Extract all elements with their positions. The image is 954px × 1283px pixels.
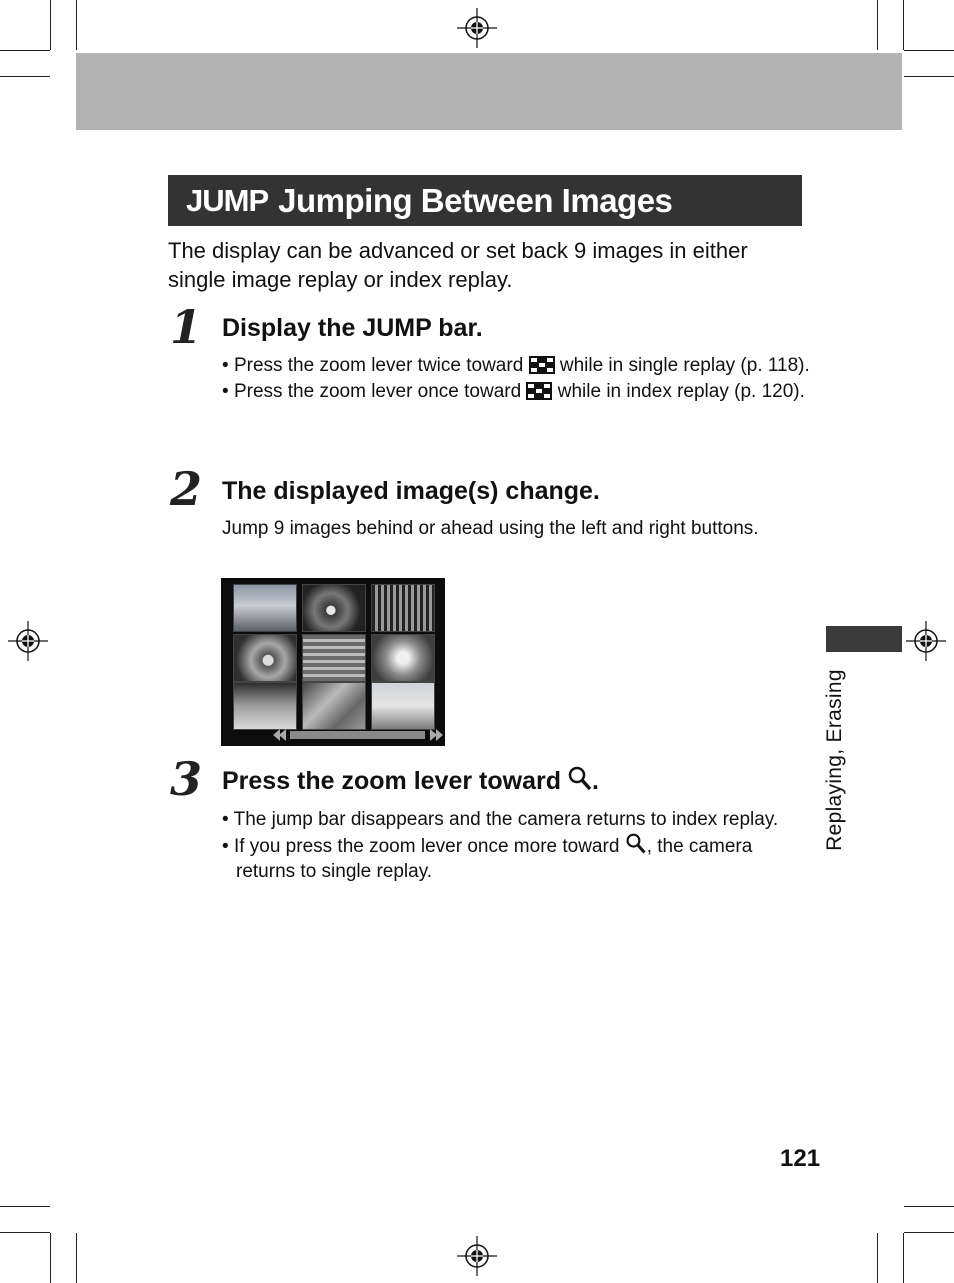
crop-mark <box>904 76 954 77</box>
index-replay-icon <box>526 382 552 400</box>
thumbnail <box>302 682 366 730</box>
crop-mark <box>50 1233 51 1283</box>
step-heading <box>222 766 599 796</box>
step-bullets <box>222 353 812 404</box>
chapter-tab <box>826 626 902 652</box>
crop-mark <box>877 1233 878 1283</box>
intro-text: The display can be advanced or set back 9 images in either single image replay or index replay. <box>168 238 748 292</box>
bullet-text: , the camera returns to single replay. <box>236 835 753 882</box>
crop-mark <box>877 0 878 50</box>
chapter-label: Replaying, Erasing <box>823 669 846 851</box>
bullet-text: Press the zoom lever once toward <box>233 380 522 402</box>
step-number: 2 <box>170 462 203 516</box>
step-heading-period: . <box>591 767 599 795</box>
bullet-text: If you press the zoom lever once more toward <box>233 835 620 857</box>
magnify-icon <box>625 833 647 855</box>
bullet-item <box>222 353 812 379</box>
step-heading-text: Press the zoom lever toward <box>222 767 562 795</box>
magnify-icon <box>568 766 592 792</box>
thumbnail <box>233 584 297 632</box>
bullet-item <box>222 807 812 833</box>
step-number: 1 <box>170 300 203 354</box>
section-title: Jumping Between Images <box>278 181 673 219</box>
thumbnail <box>233 682 297 730</box>
bullet-item <box>222 379 812 405</box>
bullet-item <box>222 833 812 885</box>
crop-mark <box>76 1233 77 1283</box>
bullet-text: while in single replay (p. 118). <box>559 355 810 376</box>
header-band <box>76 53 902 130</box>
crop-mark <box>0 1232 50 1233</box>
bullet-text: while in index replay (p. 120). <box>557 380 805 402</box>
registration-mark-icon <box>906 621 946 661</box>
crop-mark <box>903 1233 904 1283</box>
step-heading: Display the JUMP bar. <box>222 314 483 342</box>
thumbnail <box>302 584 366 632</box>
registration-mark-icon <box>457 8 497 48</box>
thumbnail <box>371 682 435 730</box>
step-bullets <box>222 807 812 885</box>
step-number: 3 <box>170 752 203 806</box>
crop-mark <box>76 0 77 50</box>
crop-mark <box>903 0 904 50</box>
jump-bar <box>273 728 443 742</box>
crop-mark <box>0 76 50 77</box>
thumbnail <box>371 584 435 632</box>
crop-mark <box>904 1206 954 1207</box>
bullet-text: Press the zoom lever twice toward <box>233 355 524 376</box>
bullet-text: The jump bar disappears and the camera returns to index replay. <box>233 809 779 830</box>
crop-mark <box>904 50 954 51</box>
step-heading: The displayed image(s) change. <box>222 477 600 505</box>
crop-mark <box>0 1206 50 1207</box>
camera-screen-image <box>221 578 445 746</box>
crop-mark <box>0 50 50 51</box>
jump-label: JUMP <box>186 182 269 218</box>
registration-mark-icon <box>8 621 48 661</box>
step-text: Jump 9 images behind or ahead using the left and right buttons. <box>222 518 759 539</box>
thumbnail <box>302 634 366 682</box>
crop-mark <box>904 1232 954 1233</box>
page-number: 121 <box>780 1145 821 1172</box>
thumbnail <box>233 634 297 682</box>
index-replay-icon <box>529 356 555 374</box>
registration-mark-icon <box>457 1236 497 1276</box>
section-title-bar <box>168 175 802 226</box>
thumbnail <box>371 634 435 682</box>
crop-mark <box>50 0 51 50</box>
